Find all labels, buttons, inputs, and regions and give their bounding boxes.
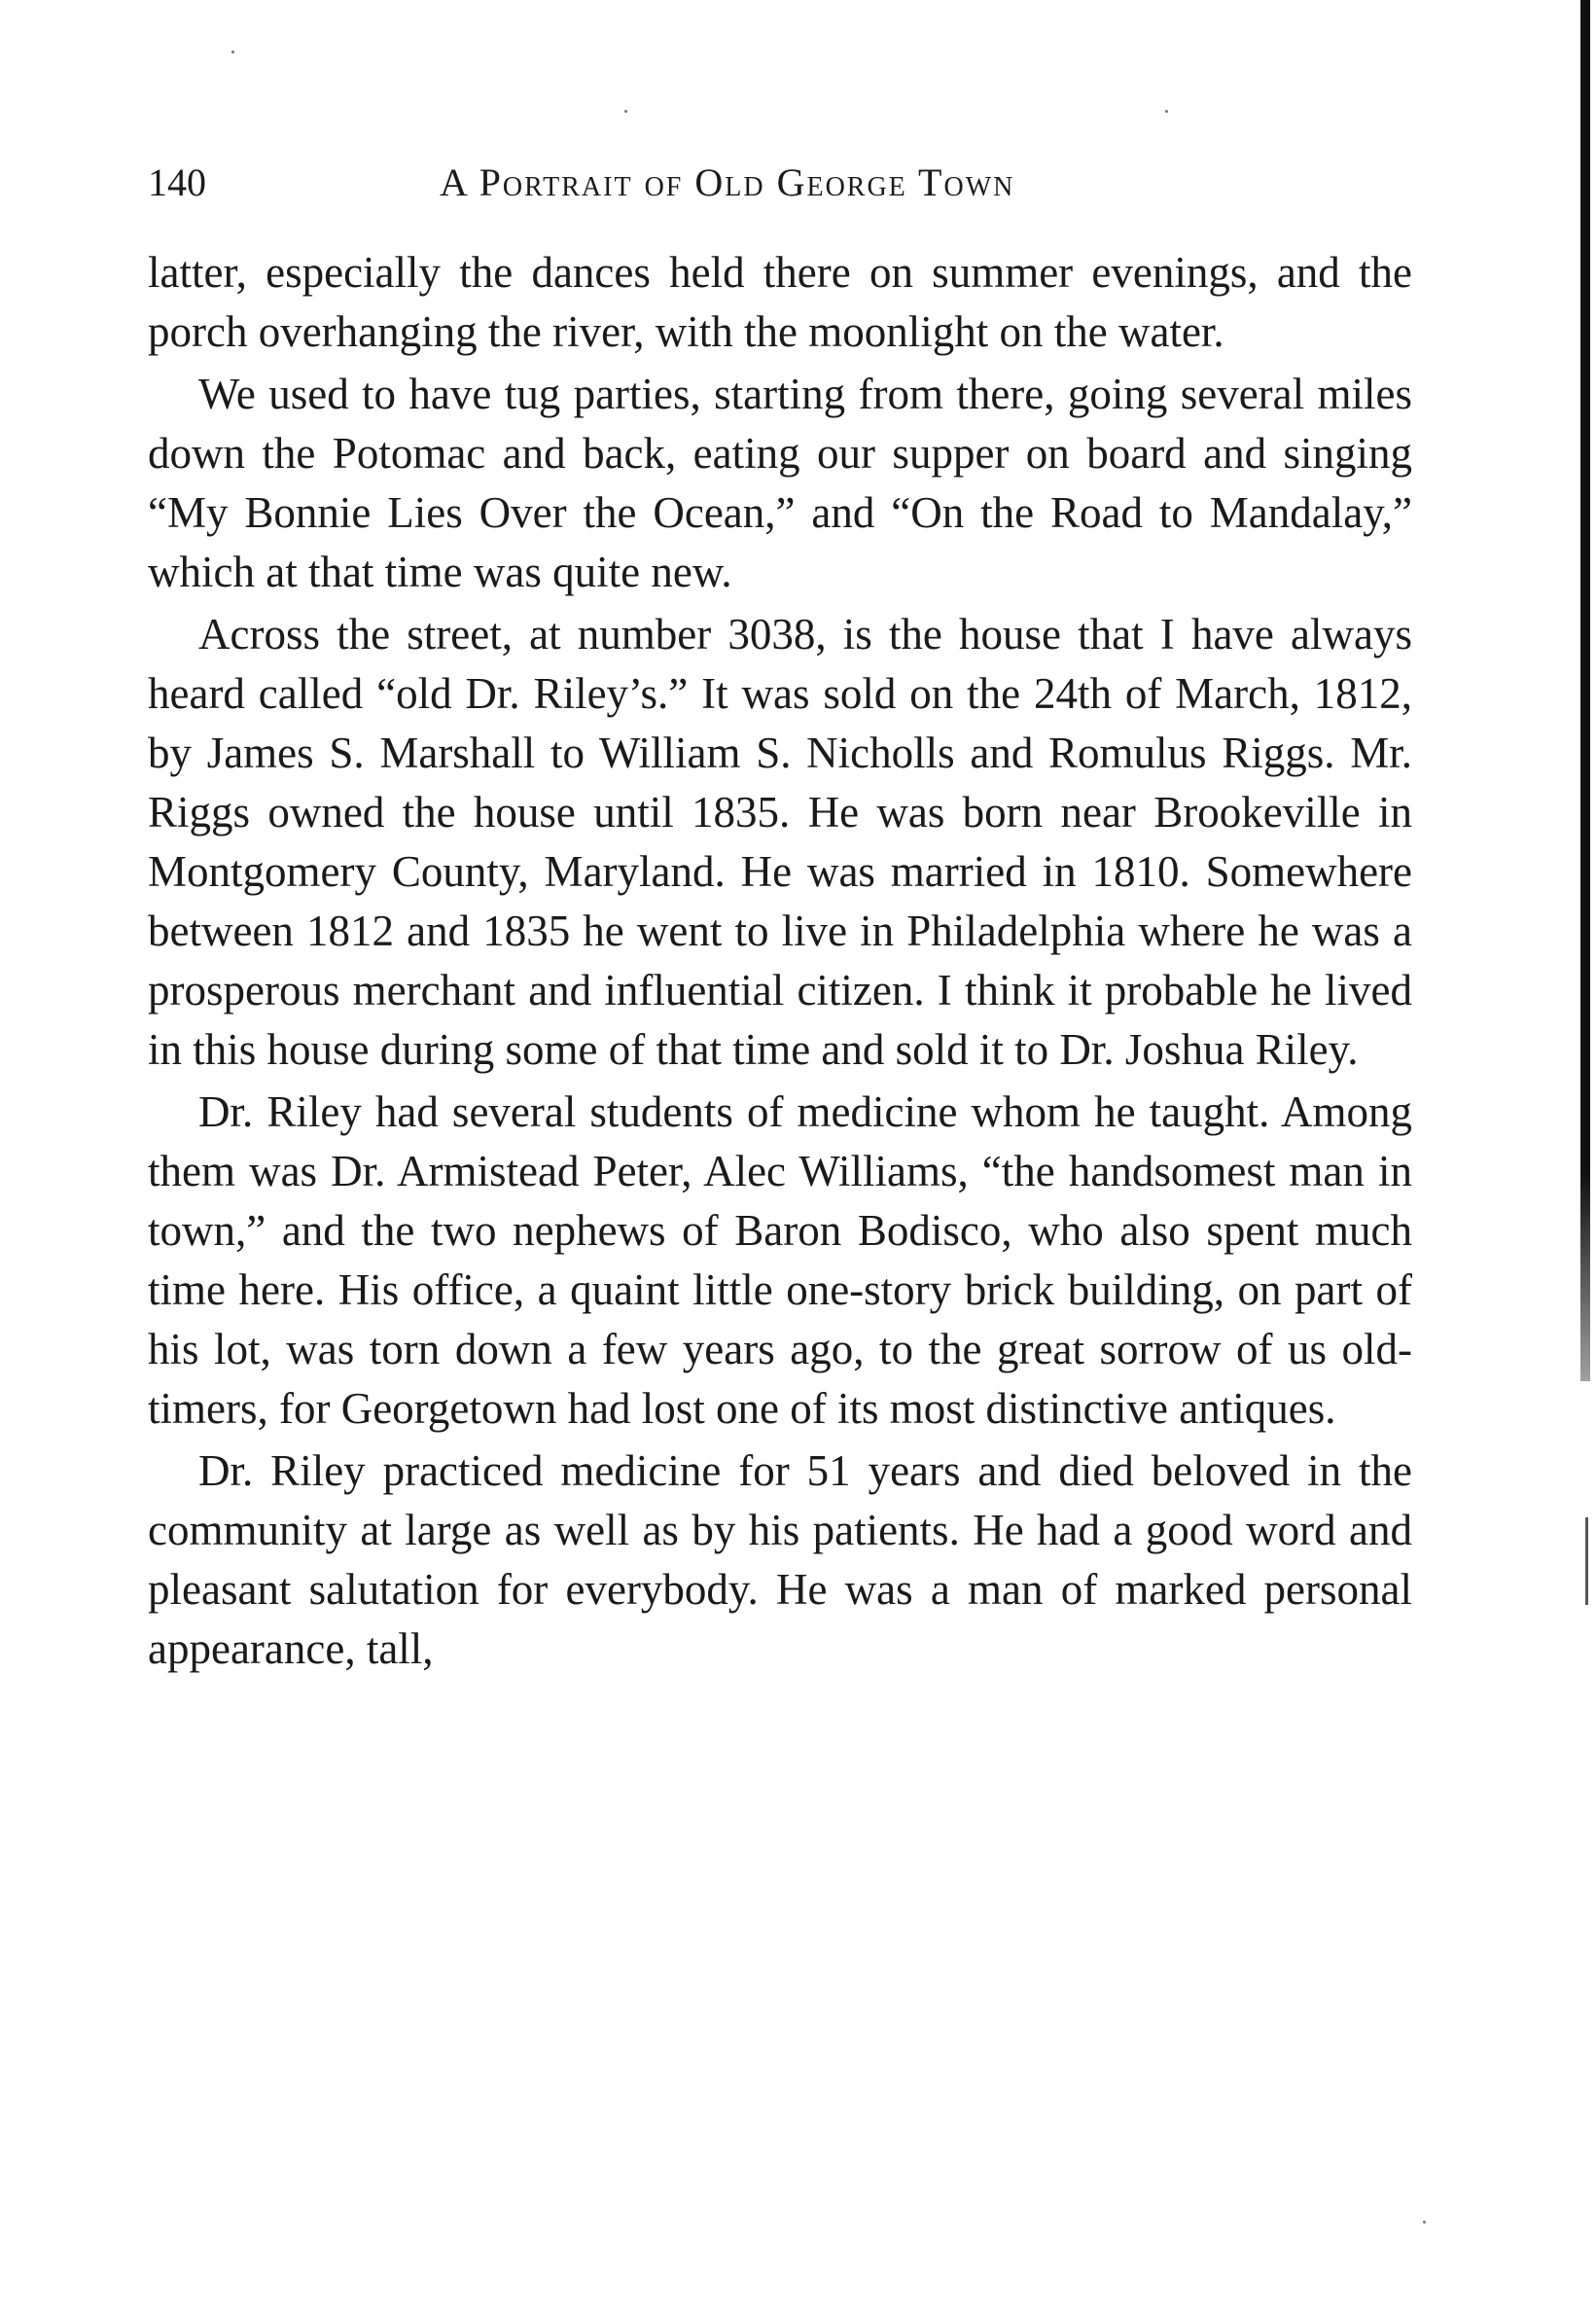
page-edge-shadow (1580, 0, 1590, 1381)
running-head (148, 154, 1412, 212)
running-title: A Portrait of Old George Town (440, 160, 1015, 204)
page-edge-mark (1585, 1517, 1588, 1605)
paragraph-3: Across the street, at number 3038, is the house that I have always heard called “old Dr. Riley’s.” It was sold on the 24th of March, 1812, by James S. Marshall to William S. Nicholls and Romulus Riggs. Mr. Riggs owned the house until 1835. He was born near Brookeville in Montgomery County, Maryland. He was married in 1810. Somewhere between 1812 and 1835 he went to live in Philadelphia where he was a prosperous merchant and influential citizen. I think it probable he lived in this house during some of that time and sold it to Dr. Joshua Riley. (148, 610, 1412, 1074)
scan-speck (1423, 2221, 1426, 2224)
paragraph-5: Dr. Riley practiced medicine for 51 years and died beloved in the community at large as well as by his patients. He had a good word and pleasant salutation for everybody. He was a man of marked personal appearance, tall, (148, 1446, 1412, 1673)
paragraph-1: latter, especially the dances held there on summer evenings, and the porch overhanging the river, with the moonlight on the water. (148, 248, 1412, 356)
paragraph-4: Dr. Riley had several students of medicine whom he taught. Among them was Dr. Armistead Peter, Alec Williams, “the handsomest man in town,” and the two nephews of Baron Bodisco, who also spent much time here. His office, a quaint little one-story brick building, on part of his lot, was torn down a few years ago, to the great sorrow of us old-timers, for Georgetown had lost one of its most distinctive antiques. (148, 1087, 1412, 1433)
scan-speck (624, 110, 627, 113)
paragraph-2: We used to have tug parties, starting from there, going several miles down the Potomac and back, eating our supper on board and singing “My Bonnie Lies Over the Ocean,” and “On the Road to Mandalay,” which at that time was quite new. (148, 370, 1412, 596)
page-number: 140 (148, 160, 206, 204)
scan-speck (231, 51, 234, 53)
scan-speck (1165, 110, 1168, 113)
body-text (148, 243, 1412, 1679)
